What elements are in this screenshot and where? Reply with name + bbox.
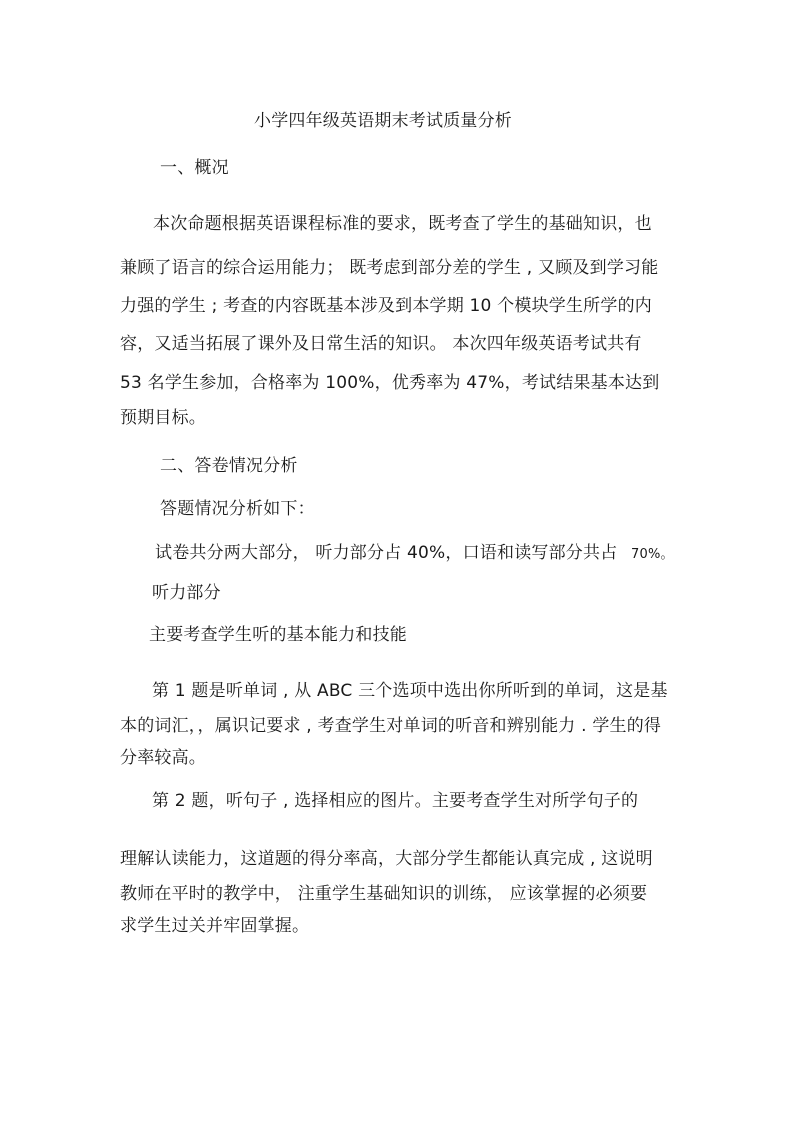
subheading-listening: 听力部分 bbox=[152, 583, 221, 603]
section-heading-overview: 一、概况 bbox=[160, 158, 229, 178]
listening-description: 主要考查学生听的基本能力和技能 bbox=[149, 625, 407, 645]
question-1-line: 第 1 题是听单词 , 从 ABC 三个选项中选出你所听到的单词，这是基 bbox=[152, 681, 668, 701]
paragraph-line: 兼顾了语言的综合运用能力； 既考虑到部分差的学生 , 又顾及到学习能 bbox=[120, 258, 659, 278]
document-title: 小学四年级英语期末考试质量分析 bbox=[254, 111, 512, 131]
paragraph-line: 本次命题根据英语课程标准的要求，既考查了学生的基础知识，也 bbox=[153, 214, 652, 234]
paragraph-line: 容，又适当拓展了课外及日常生活的知识。 本次四年级英语考试共有 bbox=[120, 334, 642, 354]
section-heading-answer-analysis: 二、答卷情况分析 bbox=[160, 456, 298, 476]
summary-line bbox=[155, 543, 674, 565]
summary-percent: 70%。 bbox=[631, 547, 674, 562]
intro-line: 答题情况分析如下： bbox=[160, 499, 315, 519]
paragraph-line: 53 名学生参加，合格率为 100%，优秀率为 47%，考试结果基本达到 bbox=[120, 373, 660, 393]
question-2-line: 理解认读能力，这道题的得分率高，大部分学生都能认真完成 , 这说明 bbox=[120, 849, 653, 869]
paragraph-line: 力强的学生 ; 考查的内容既基本涉及到本学期 10 个模块学生所学的内 bbox=[120, 296, 652, 316]
question-2-line: 第 2 题，听句子 , 选择相应的图片。主要考查学生对所学句子的 bbox=[152, 791, 639, 811]
question-1-line: 分率较高。 bbox=[120, 748, 206, 768]
summary-main-text: 试卷共分两大部分， 听力部分占 40%，口语和读写部分共占 bbox=[155, 543, 618, 563]
question-2-line: 求学生过关并牢固掌握。 bbox=[120, 916, 310, 936]
question-1-line: 本的词汇，，属识记要求 , 考查学生对单词的听音和辨别能力 . 学生的得 bbox=[120, 716, 662, 736]
paragraph-line: 预期目标。 bbox=[120, 408, 206, 428]
question-2-line: 教师在平时的教学中， 注重学生基础知识的训练， 应该掌握的必须要 bbox=[120, 884, 648, 904]
